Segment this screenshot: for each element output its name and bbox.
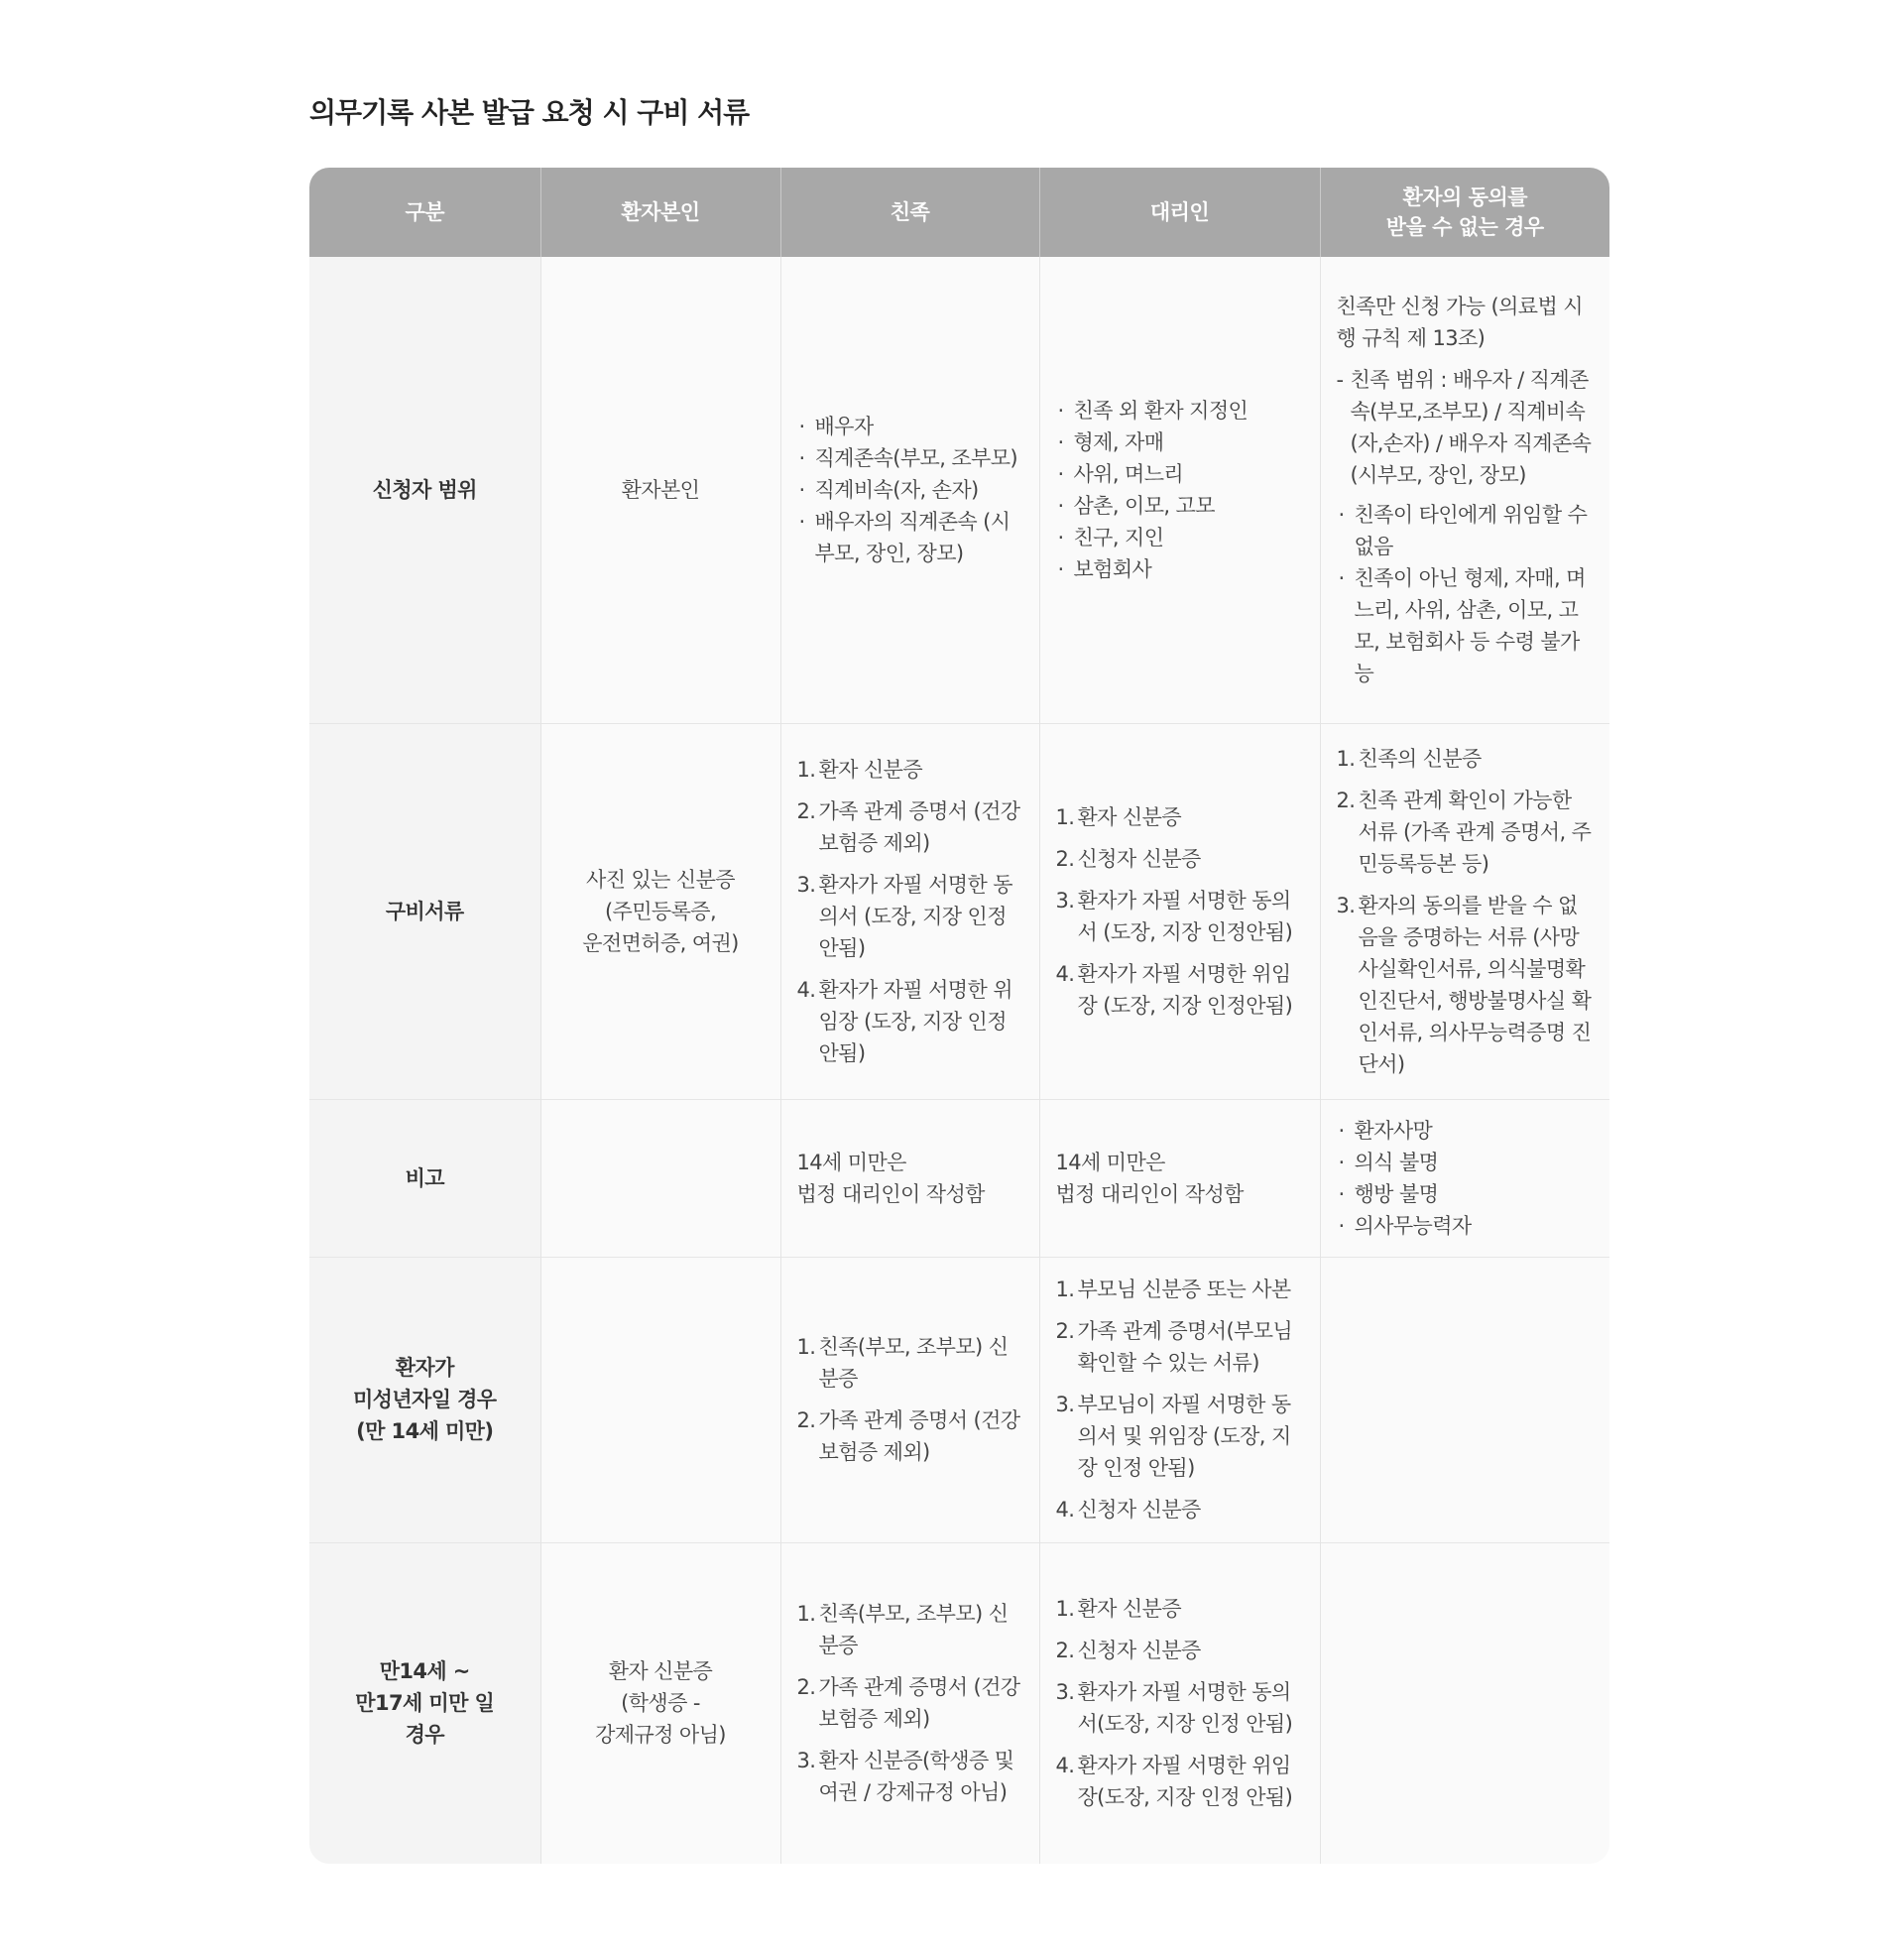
text-line: 강제규정 아님) [595, 1723, 726, 1748]
item-text: 환자가 자필 서명한 위임장 (도장, 지장 인정안됨) [1077, 961, 1293, 1018]
docs-family-cell [780, 723, 1039, 1099]
text-line: 경우 [405, 1723, 444, 1748]
item-number: 3. [1055, 1680, 1075, 1705]
list-item [1337, 785, 1595, 880]
scope-family-cell [780, 257, 1039, 723]
minor-family-list [797, 1331, 1023, 1468]
list-item: · 친족이 타인에게 위임할 수 없음 [1337, 499, 1595, 562]
list-item: · 배우자 [797, 411, 1023, 442]
list-item: · 의식 불명 [1337, 1147, 1595, 1178]
item-number: 3. [796, 872, 816, 897]
note-no-consent-cell [1320, 1099, 1609, 1257]
minor-patient-cell [540, 1257, 780, 1542]
item-text: 환자 신분증 [1077, 1597, 1182, 1622]
item-number: 1. [796, 757, 816, 782]
item-number: 3. [1055, 1393, 1075, 1416]
header-agent: 대리인 [1039, 168, 1320, 257]
list-item: · 환자사망 [1337, 1115, 1595, 1147]
item-number: 1. [796, 1602, 816, 1627]
page-title: 의무기록 사본 발급 요청 시 구비 서류 [309, 96, 750, 129]
item-number: 4. [1055, 1754, 1075, 1778]
list-item: · 형제, 자매 [1056, 426, 1304, 458]
item-text: 환자 신분증(학생증 및 여권 / 강제규정 아님) [818, 1749, 1014, 1805]
minor-agent-cell [1039, 1257, 1320, 1542]
teen-patient-cell [540, 1542, 780, 1864]
list-item [1056, 1494, 1304, 1525]
table-row-docs [309, 723, 1609, 1099]
text-line: 만17세 미만 일 [355, 1691, 495, 1716]
item-text: 환자가 자필 서명한 위임장(도장, 지장 인정 안됨) [1077, 1754, 1293, 1810]
no-consent-bullets [1337, 499, 1595, 689]
list-item [1056, 958, 1304, 1022]
item-text: 환자가 자필 서명한 동의서 (도장, 지장 인정안됨) [1077, 888, 1293, 944]
list-item [1056, 1635, 1304, 1666]
item-number: 3. [1055, 888, 1075, 913]
item-text: 부모님 신분증 또는 사본 [1077, 1278, 1291, 1301]
list-item [1056, 1389, 1304, 1484]
list-item [1056, 843, 1304, 875]
docs-agent-cell [1039, 723, 1320, 1099]
scope-patient-cell: 환자본인 [540, 257, 780, 723]
item-text: 친족(부모, 조부모) 신분증 [818, 1602, 1009, 1658]
text-line: 법정 대리인이 작성함 [1055, 1181, 1244, 1206]
minor-agent-list [1056, 1274, 1304, 1525]
item-number: 2. [1336, 788, 1356, 812]
note-no-consent-list [1337, 1115, 1595, 1242]
list-item [797, 795, 1023, 859]
list-item: · 행방 불명 [1337, 1178, 1595, 1210]
item-text: 가족 관계 증명서(부모님 확인할 수 있는 서류) [1077, 1319, 1293, 1375]
item-text: 신청자 신분증 [1077, 1498, 1201, 1522]
item-number: 3. [1336, 893, 1356, 917]
item-text: 가족 관계 증명서 (건강보험증 제외) [818, 1675, 1020, 1732]
teen-family-cell [780, 1542, 1039, 1864]
item-number: 2. [1055, 846, 1075, 871]
dash-mark: - [1336, 367, 1344, 392]
item-text: 가족 관계 증명서 (건강보험증 제외) [818, 798, 1020, 855]
scope-agent-list [1056, 395, 1304, 585]
docs-patient-cell [540, 723, 780, 1099]
list-item: · 배우자의 직계존속 (시부모, 장인, 장모) [797, 506, 1023, 569]
text-line: 14세 미만은 [796, 1150, 906, 1174]
list-item [1056, 1274, 1304, 1305]
item-number: 4. [1055, 961, 1075, 986]
list-item [797, 1598, 1023, 1661]
item-number: 1. [1055, 804, 1075, 829]
scope-agent-cell [1039, 257, 1320, 723]
item-number: 2. [1055, 1319, 1075, 1343]
docs-agent-list [1056, 801, 1304, 1022]
list-item: · 친족이 아닌 형제, 자매, 며느리, 사위, 삼촌, 이모, 고모, 보험회사 등 수령 불가능 [1337, 562, 1595, 689]
item-number: 3. [796, 1749, 816, 1773]
table-row-note [309, 1099, 1609, 1257]
item-text: 환자가 자필 서명한 위임장 (도장, 지장 인정안됨) [818, 977, 1012, 1065]
item-text: 환자의 동의를 받을 수 없음을 증명하는 서류 (사망사실확인서류, 의식불명확인진단서, 행방불명사실 확인서류, 의사무능력증명 진단서) [1358, 893, 1592, 1076]
item-text: 신청자 신분증 [1077, 1639, 1201, 1663]
header-family: 친족 [780, 168, 1039, 257]
teen-no-consent-cell [1320, 1542, 1609, 1864]
docs-no-consent-cell [1320, 723, 1609, 1099]
list-item: · 보험회사 [1056, 553, 1304, 585]
list-item [1056, 1676, 1304, 1740]
item-number: 1. [1055, 1278, 1075, 1301]
header-category: 구분 [309, 168, 540, 257]
table-row-minor [309, 1257, 1609, 1542]
list-item [1056, 1593, 1304, 1625]
teen-agent-cell [1039, 1542, 1320, 1864]
text-line: 미성년자일 경우 [352, 1388, 497, 1411]
note-patient-cell [540, 1099, 780, 1257]
scope-no-consent-cell [1320, 257, 1609, 723]
list-item [1337, 890, 1595, 1080]
table-header-row [309, 168, 1609, 257]
row-label-scope: 신청자 범위 [309, 257, 540, 723]
row-label-minor [309, 1257, 540, 1542]
item-text: 친족 관계 확인이 가능한 서류 (가족 관계 증명서, 주민등록등본 등) [1358, 788, 1592, 876]
no-consent-intro: 친족만 신청 가능 (의료법 시행 규칙 제 13조) [1336, 294, 1583, 350]
list-item: · 직계존속(부모, 조부모) [797, 442, 1023, 474]
minor-family-cell [780, 1257, 1039, 1542]
item-number: 4. [1055, 1498, 1075, 1522]
list-item [797, 1671, 1023, 1735]
item-text: 환자 신분증 [1077, 804, 1182, 829]
item-text: 환자 신분증 [818, 757, 923, 782]
item-number: 2. [796, 798, 816, 823]
item-text: 가족 관계 증명서 (건강보험증 제외) [818, 1408, 1020, 1464]
text-line: (만 14세 미만) [356, 1419, 494, 1443]
list-item [1056, 1315, 1304, 1379]
text-line: 환자가 [395, 1356, 454, 1380]
item-text: 환자가 자필 서명한 동의서(도장, 지장 인정 안됨) [1077, 1680, 1293, 1737]
teen-family-list [797, 1598, 1023, 1808]
no-consent-range-text: 친족 범위 : 배우자 / 직계존속(부모,조부모) / 직계비속(자,손자) / 배우자 직계존속(시부모, 장인, 장모) [1350, 367, 1592, 487]
no-consent-range [1337, 364, 1595, 491]
header-no-consent: 환자의 동의를 받을 수 없는 경우 [1320, 168, 1609, 257]
list-item: · 직계비속(자, 손자) [797, 474, 1023, 506]
text-line: 만14세 ~ [379, 1659, 470, 1684]
list-item: · 친구, 지인 [1056, 522, 1304, 553]
docs-no-consent-list [1337, 743, 1595, 1080]
text-line: 환자 신분증 [608, 1659, 713, 1684]
text-line: 운전면허증, 여권) [582, 930, 739, 955]
item-text: 부모님이 자필 서명한 동의서 및 위임장 (도장, 지장 인정 안됨) [1077, 1393, 1291, 1480]
docs-family-list [797, 754, 1023, 1069]
item-number: 1. [1336, 746, 1356, 771]
item-text: 신청자 신분증 [1077, 846, 1201, 871]
text-line: (학생증 - [621, 1691, 700, 1716]
list-item: · 친족 외 환자 지정인 [1056, 395, 1304, 426]
table-row-teen [309, 1542, 1609, 1864]
row-label-docs: 구비서류 [309, 723, 540, 1099]
list-item [1056, 885, 1304, 948]
text-line: (주민등록증, [604, 899, 717, 923]
scope-family-list [797, 411, 1023, 569]
list-item [797, 754, 1023, 786]
list-item: · 의사무능력자 [1337, 1210, 1595, 1242]
list-item [1056, 801, 1304, 833]
list-item [797, 1331, 1023, 1395]
list-item: · 삼촌, 이모, 고모 [1056, 490, 1304, 522]
row-label-teen [309, 1542, 540, 1864]
teen-agent-list [1056, 1593, 1304, 1813]
item-number: 2. [796, 1675, 816, 1700]
row-label-note: 비고 [309, 1099, 540, 1257]
item-number: 4. [796, 977, 816, 1002]
table-row-scope [309, 257, 1609, 723]
item-number: 1. [796, 1335, 816, 1359]
documents-table-grid [309, 168, 1609, 1864]
documents-table [309, 168, 1609, 1864]
minor-no-consent-cell [1320, 1257, 1609, 1542]
text-line: 법정 대리인이 작성함 [796, 1181, 985, 1206]
list-item [1056, 1750, 1304, 1813]
item-text: 친족(부모, 조부모) 신분증 [818, 1335, 1009, 1391]
list-item [1337, 743, 1595, 775]
list-item [797, 1404, 1023, 1468]
note-family-cell [780, 1099, 1039, 1257]
item-number: 2. [796, 1408, 816, 1432]
item-number: 2. [1055, 1639, 1075, 1663]
item-text: 친족의 신분증 [1358, 746, 1482, 771]
text-line: 사진 있는 신분증 [586, 867, 735, 892]
note-agent-cell [1039, 1099, 1320, 1257]
list-item [797, 869, 1023, 964]
item-text: 환자가 자필 서명한 동의서 (도장, 지장 인정안됨) [818, 872, 1012, 960]
list-item [797, 974, 1023, 1069]
list-item: · 사위, 며느리 [1056, 458, 1304, 490]
header-patient: 환자본인 [540, 168, 780, 257]
list-item [797, 1745, 1023, 1808]
item-number: 1. [1055, 1597, 1075, 1622]
text-line: 14세 미만은 [1055, 1150, 1165, 1174]
